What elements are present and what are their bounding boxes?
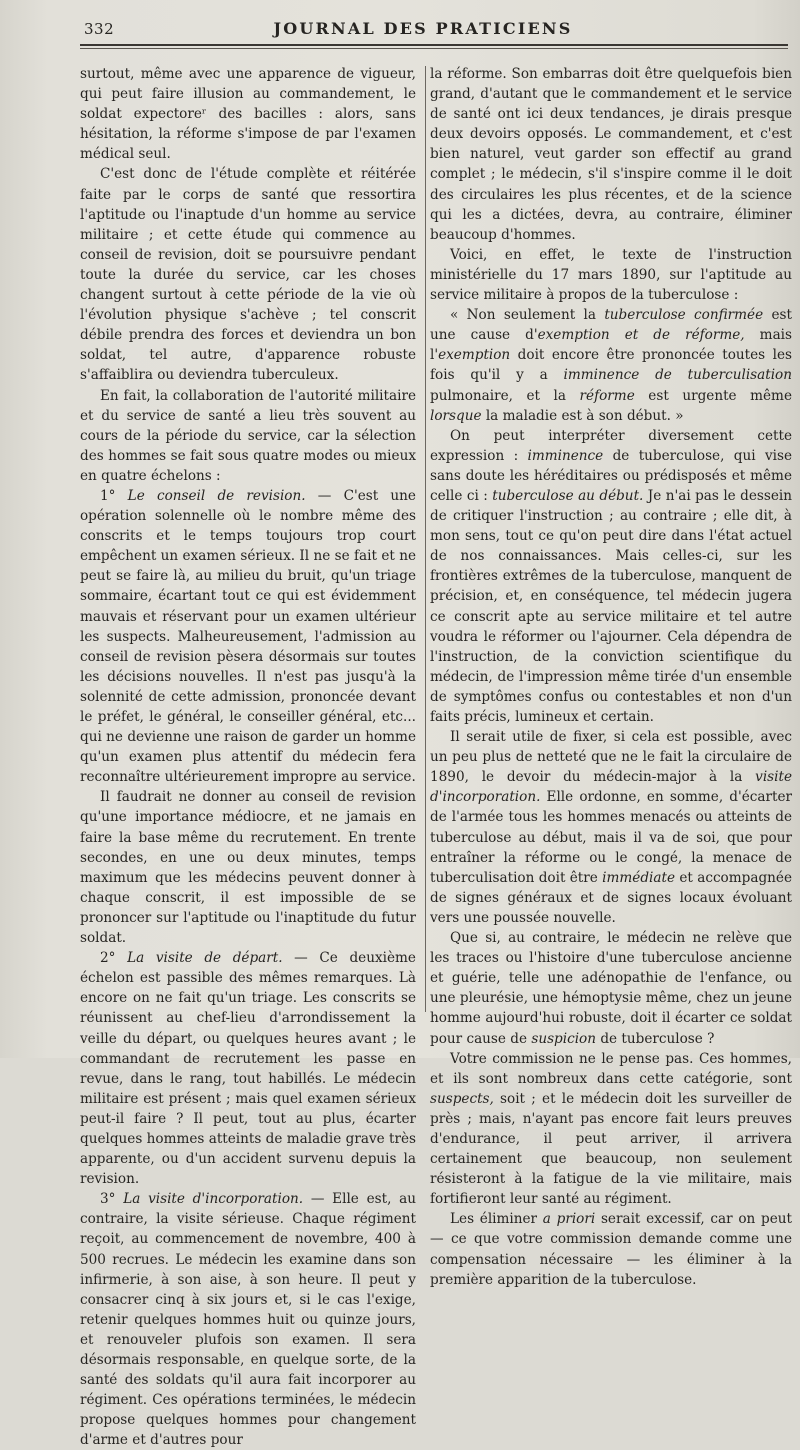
text-run: de tuberculose, qui vise sans doute les héréditaires ou prédisposés et même celle ci : [430, 447, 792, 504]
italic-text: exemption et de réforme, [537, 327, 745, 344]
paragraph [80, 386, 416, 486]
italic-text: a priori [542, 1211, 596, 1228]
text-run: serait excessif, car on peut — ce que votre commission demande comme une compensation nécessaire — les éliminer à la première apparition de la tuberculose. [430, 1211, 792, 1288]
text-run: doit encore être prononcée toutes les fois qu'il y a [430, 347, 792, 384]
text-run: de tuberculose ? [596, 1030, 715, 1047]
column-divider [425, 66, 426, 1012]
italic-text: visite d'incorporation. [430, 769, 792, 806]
italic-text: suspects, [430, 1090, 494, 1107]
text-run: 3° [100, 1191, 124, 1208]
text-run: est urgente même [634, 387, 792, 404]
header-rule [80, 44, 788, 46]
text-run: surtout, même avec une apparence de vigueur, qui peut faire illusion au commandement, le soldat expectoreʳ des bacilles : alors, sans hésitation, la réforme s'impose de par l'examen médical seul. [80, 66, 416, 163]
text-run: Que si, au contraire, le médecin ne relève que les traces ou l'histoire d'une tuberculose ancienne et guérie, telle une adénopathie de l'enfance, ou une pleurésie, une hémoptysie même, chez un jeune homme aujourd'hui robuste, doit il écarter ce soldat pour cause de [430, 930, 792, 1047]
text-run: soit ; et le médecin doit les surveiller de près ; mais, n'ayant pas encore fait leurs preuves d'endurance, il peut arriver, il arrivera certainement que beaucoup, non seulement résisteront à la fatigue de la vie militaire, mais fortifieront leur santé au régiment. [430, 1090, 792, 1208]
paragraph [80, 948, 416, 1189]
italic-text: exemption [438, 347, 511, 364]
text-run: On peut interpréter diversement cette expression : [430, 427, 792, 464]
paragraph [430, 1049, 792, 1210]
text-run: la maladie est à son début. » [481, 407, 684, 424]
paragraph [80, 1189, 416, 1450]
italic-text: réforme [579, 387, 635, 404]
text-run: pulmonaire, et la [430, 387, 580, 404]
paragraph [80, 164, 416, 385]
paragraph [430, 727, 792, 928]
page-header [60, 18, 786, 44]
paragraph [430, 305, 792, 426]
paragraph [430, 426, 792, 727]
text-run: C'est donc de l'étude complète et réitérée faite par le corps de santé que ressortira l'aptitude ou l'inaptude d'un homme au service militaire ; et cette étude qui commence au conseil de revision, doit se poursuivre pendant toute la durée du service, car les choses changent surtout à cette période de la vie où l'évolution physique s'achève ; tel conscrit débile prendra des forces et deviendra un bon soldat, tel autre, d'apparence robuste s'affaiblira ou deviendra tuberculeux. [80, 166, 416, 384]
page-number: 332 [84, 20, 115, 38]
text-run: — Ce deuxième échelon est passible des mêmes remarques. Là encore on ne fait qu'un triage. Les conscrits se réunissent au chef-lieu d'arrondissement la veille du départ, ou quelques heures avant ; le commandant de recrutement les passe en revue, dans le rang, tout habillés. Le médecin militaire est présent ; mais quel examen sérieux peut-il faire ? Il peut, tout au plus, écarter quelques hommes atteints de maladie grave très apparente, ou d'un accident survenu depuis la revision. [80, 950, 416, 1188]
text-run: 2° [100, 950, 128, 967]
paragraph [430, 245, 792, 305]
italic-text: La visite d'incorporation. [123, 1191, 304, 1208]
italic-text: imminence [527, 447, 604, 464]
text-run: Je n'ai pas le dessein de critiquer l'instruction ; au contraire ; elle dit, à mon sens, tout ce qu'on peut dire dans l'état actuel de nos connaissances. Mais celles-ci, sur les frontières extrêmes de la tuberculose, manquent de précision, et, en conséquence, tel médecin jugera ce conscrit apte au service militaire et tel autre voudra le réformer ou l'ajourner. Cela dépendra de l'instruction, de la conviction scientifique du médecin, de l'impression même tirée d'un ensemble de symptômes confus ou contestables et non d'un faits précis, lumineux et certain. [430, 487, 792, 725]
paragraph [80, 486, 416, 787]
text-run: Voici, en effet, le texte de l'instruction ministérielle du 17 mars 1890, sur l'aptitude au service militaire à propos de la tuberculose : [430, 246, 792, 304]
paragraph [430, 1209, 792, 1289]
text-run: mais l' [430, 327, 792, 364]
paragraph [430, 928, 792, 1049]
italic-text: La visite de départ. [127, 950, 283, 967]
text-run: Il faudrait ne donner au conseil de revision qu'une importance médiocre, et ne jamais en faire la base même du recrutement. En trente secondes, en une ou deux minutes, temps maximum que les médecins peuvent donner à chaque conscrit, il est impossible de se prononcer sur l'aptitude ou l'inaptitude du futur soldat. [80, 789, 416, 947]
text-run: et accompagnée de signes généraux et de signes locaux évoluant vers une poussée nouvelle. [430, 869, 792, 926]
paragraph-continuation [430, 64, 792, 245]
text-run: la réforme. Son embarras doit être quelquefois bien grand, d'autant que le commandement et le service de santé ont ici deux tendances, je dirais presque deux devoirs opposés. Le commandement, et c'est bien naturel, veut garder son effectif au grand complet ; le médecin, s'il s'inspire comme il le doit des circulaires les plus récentes, et de la science qui les a dictées, devra, au contraire, éliminer beaucoup d'hommes. [430, 66, 792, 243]
running-title: JOURNAL DES PRATICIENS [273, 19, 573, 38]
text-run: est une cause d' [430, 307, 792, 344]
paragraph-continuation [80, 64, 416, 164]
text-run: Il serait utile de fixer, si cela est possible, avec un peu plus de netteté que ne le fait la circulaire de 1890, le devoir du médecin-major à la [430, 729, 792, 786]
right-column [430, 64, 792, 1290]
text-run: Les éliminer [450, 1211, 543, 1228]
text-run: 1° [100, 487, 128, 504]
italic-text: Le conseil de revision. [127, 487, 306, 504]
text-run: Votre commission ne le pense pas. Ces hommes, et ils sont nombreux dans cette catégorie, sont [430, 1050, 792, 1087]
italic-text: tuberculose confirmée [604, 307, 764, 324]
italic-text: immédiate [602, 869, 676, 886]
text-run: En fait, la collaboration de l'autorité militaire et du service de santé a lieu très souvent au cours de la période du service, car la sélection des hommes se fait sous quatre modes ou mieux en quatre échelons : [80, 387, 416, 484]
italic-text: imminence de tuberculisation [563, 367, 793, 384]
text-run: — Elle est, au contraire, la visite sérieuse. Chaque régiment reçoit, au commencement de novembre, 400 à 500 recrues. Le médecin les examine dans son infirmerie, à son aise, à son heure. Il peut y consacrer cinq à six jours et, si le cas l'exige, retenir quelques hommes huit ou quinze jours, et renouveler plufois son examen. Il sera désormais responsable, en quelque sorte, de la santé des soldats qu'il aura fait incorporer au régiment. Ces opérations terminées, le médecin propose quelques hommes pour changement d'arme et d'autres pour [80, 1191, 416, 1449]
text-run: Elle ordonne, en somme, d'écarter de l'armée tous les hommes menacés ou atteints de tuberculose au début, mais il va de soi, que pour entraîner la réforme ou le congé, la menace de tuberculisation doit être [430, 789, 792, 886]
text-run: « Non seulement la [450, 307, 605, 324]
italic-text: lorsque [430, 407, 482, 424]
header-rule-thin [80, 48, 788, 49]
italic-text: suspicion [531, 1030, 597, 1047]
paragraph [80, 787, 416, 948]
left-column [80, 64, 416, 1450]
text-run: — C'est une opération solennelle où le nombre même des conscrits et le temps toujours trop court empêchent un examen sérieux. Il ne se fait et ne peut se faire là, au milieu du bruit, qu'un triage sommaire, écartant tout ce qui est évidemment mauvais et réservant pour un examen ultérieur les suspects. Malheureusement, l'admission au conseil de revision pèsera désormais sur toutes les décisions nouvelles. Il n'est pas jusqu'à la solennité de cette admission, prononcée devant le préfet, le général, le conseiller général, etc... qui ne devienne une raison de garder un homme qu'un examen plus attentif du médecin fera reconnaître ultérieurement impropre au service. [80, 487, 416, 786]
italic-text: tuberculose au début. [492, 487, 644, 504]
